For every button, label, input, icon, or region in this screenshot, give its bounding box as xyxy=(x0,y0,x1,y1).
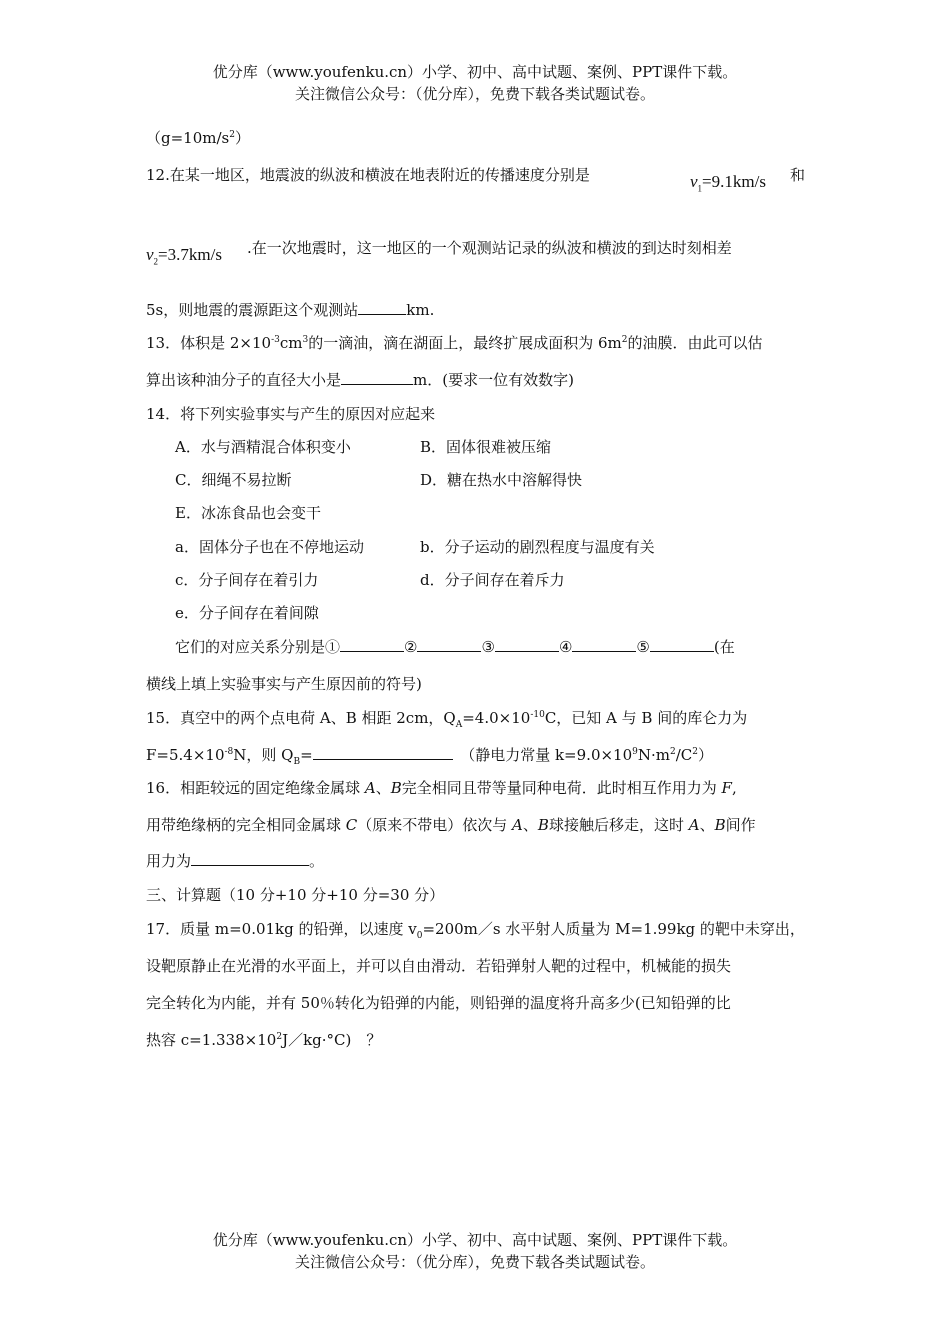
q12-and: 和 xyxy=(790,166,806,184)
q17-line-3: 完全转化为内能，并有 50％转化为铅弹的内能，则铅弹的温度将升高多少(已知铅弹的比 xyxy=(146,994,731,1012)
q14-fact-e: E．冰冻食品也会变干 xyxy=(175,504,321,522)
q15-line-2: $F=5.4\times 10^{-8}N$，则 $Q_B=$ （静电力常量 $k=9.0\times 10^9N\cdot m^2/C^2$） xyxy=(146,746,714,767)
q14-reason-d: d．分子间存在着斥力 xyxy=(420,571,565,589)
q15-line-1: 15．真空中的两个点电荷 A、B 相距 2cm，$Q_A=4.0\times 10^{-10}C$，已知 A 与 B 间的库仑力为 xyxy=(146,709,748,730)
q14-reason-a: a．固体分子也在不停地运动 xyxy=(175,538,364,556)
q14-reason-c: c．分子间存在着引力 xyxy=(175,571,319,589)
q16-answer-blank[interactable] xyxy=(191,851,309,866)
header-line-2: 关注微信公众号：（优分库），免费下载各类试题试卷。 xyxy=(294,85,655,103)
q13-line-1: 13．体积是 $2\times 10^{-3}cm^3$的一滴油，滴在湖面上，最终扩展成面积为 $6m^2$的油膜．由此可以估 xyxy=(146,334,763,352)
q13-answer-blank[interactable] xyxy=(341,370,413,385)
q12-v1: $v_1=9.1km/s$ xyxy=(690,172,766,194)
q12-v2: $v_2=3.7km/s$ xyxy=(146,245,222,267)
header-line-1: 优分库（www.youfenku.cn）小学、初中、高中试题、案例、PPT课件下载。 xyxy=(212,63,738,81)
q14-fact-c: C．细绳不易拉断 xyxy=(175,471,292,489)
q12-line-1: 12.在某一地区，地震波的纵波和横波在地表附近的传播速度分别是 xyxy=(146,166,590,184)
q16-line-1: 16．相距较远的固定绝缘金属球 A、B完全相同且带等量同种电荷．此时相互作用力为 F, xyxy=(146,779,737,797)
q14-title: 14．将下列实验事实与产生的原因对应起来 xyxy=(146,405,436,423)
footer-line-2: 关注微信公众号：（优分库），免费下载各类试题试卷。 xyxy=(294,1253,655,1271)
q12-answer-blank[interactable] xyxy=(358,300,406,315)
q14-fact-d: D．糖在热水中溶解得快 xyxy=(420,471,583,489)
q17-line-2: 设靶原静止在光滑的水平面上，并可以自由滑动．若铅弹射人靶的过程中，机械能的损失 xyxy=(146,957,732,975)
q14-answer-note: 横线上填上实验事实与产生原因前的符号) xyxy=(146,675,422,693)
q14-answer-line: 它们的对应关系分别是① ② ③ ④ ⑤ (在 xyxy=(175,638,735,656)
q14-blank-1[interactable] xyxy=(340,637,404,652)
q13-line-2: 算出该种油分子的直径大小是 m．(要求一位有效数字) xyxy=(146,371,574,389)
q14-blank-2[interactable] xyxy=(417,637,481,652)
q17-line-4: 热容 $c=1.338\times 10^2J/kg\cdot^\circ C$) ？ xyxy=(146,1031,382,1049)
q15-answer-blank[interactable] xyxy=(313,745,453,760)
q17-line-1: 17．质量 m=0.01kg 的铅弹，以速度 $v_0=200m/s$ 水平射人质量为 M=1.99kg 的靶中未穿出， xyxy=(146,920,805,941)
q14-reason-b: b．分子运动的剧烈程度与温度有关 xyxy=(420,538,655,556)
q16-line-2: 用带绝缘柄的完全相同金属球 C（原来不带电）依次与 A、B球接触后移走，这时 A、B间作 xyxy=(146,816,756,834)
q11-tail: $(g=10m/s^2)$ xyxy=(146,129,250,147)
footer-line-1: 优分库（www.youfenku.cn）小学、初中、高中试题、案例、PPT课件下载。 xyxy=(212,1231,738,1249)
q14-reason-e: e．分子间存在着间隙 xyxy=(175,604,319,622)
q12-line-3: 5s，则地震的震源距这个观测站 km. xyxy=(146,301,435,319)
q14-fact-b: B．固体很难被压缩 xyxy=(420,438,552,456)
q16-line-3: 用力为 。 xyxy=(146,852,325,870)
q14-blank-3[interactable] xyxy=(495,637,559,652)
section-3-title: 三、计算题（10 分+10 分+10 分=30 分） xyxy=(146,886,445,904)
q14-blank-5[interactable] xyxy=(650,637,714,652)
q12-line-2: .在一次地震时，这一地区的一个观测站记录的纵波和横波的到达时刻相差 xyxy=(247,239,732,257)
q14-fact-a: A．水与酒精混合体积变小 xyxy=(175,438,351,456)
q14-blank-4[interactable] xyxy=(572,637,636,652)
